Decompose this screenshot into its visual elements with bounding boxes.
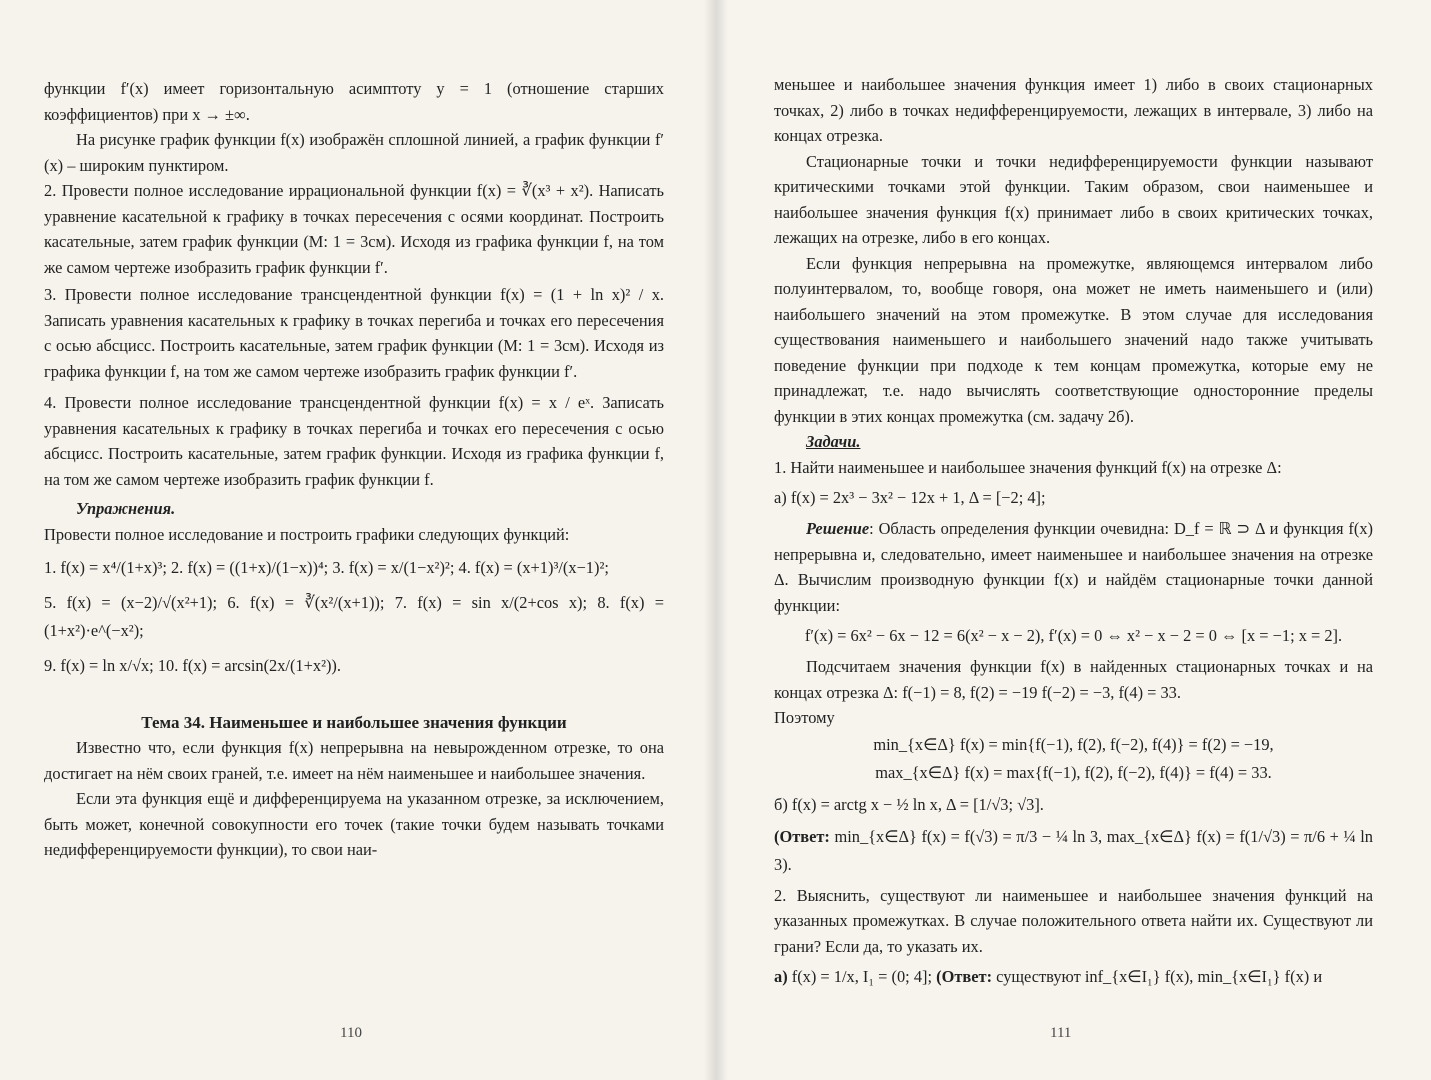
book-gutter <box>704 0 728 1080</box>
exercise-line-2: 5. f(x) = (x−2)/√(x²+1); 6. f(x) = ∛(x²/(x+1)); 7. f(x) = sin x/(2+cos x); 8. f(x) = (1+x²)·e^(−x²); <box>44 593 664 640</box>
max-equation: max_{x∈Δ} f(x) = max{f(−1), f(2), f(−2), f(4)} = f(4) = 33. <box>875 762 1272 782</box>
exercises-title: Упражнения. <box>76 499 176 518</box>
compute-values: Подсчитаем значения функции f(x) в найденных стационарных точках и на концах отрезка Δ: f(−1) = 8, f(2) = −19 f(−2) = −3, f(4) = 33. <box>774 657 1373 702</box>
right-paragraph-2: Стационарные точки и точки недифференцируемости функции называют критическими точками этой функции. Таким образом, свои наименьшее и наибольшее значения функция f(x) принимает либо в своих критических точках, лежащих на отрезке, либо в его концах. <box>774 151 1373 247</box>
task-4: 4. Провести полное исследование трансцендентной функции f(x) = x / eˣ. Записать уравнения касательных к графику в точках перегиба и точках его пересечения с осью абсцисс. Построить касательные, затем график функции. Исходя из графика функции f, на том же самом чертеже изобразить график функции f. <box>44 393 664 489</box>
topic-paragraph-1: Известно что, если функция f(x) непрерывна на невырожденном отрезке, то она достигает на нём своих граней, т.е. имеет на нём наименьшее и наибольшее значения. <box>44 738 664 783</box>
exercise-line-1: 1. f(x) = x⁴/(1+x)³; 2. f(x) = ((1+x)/(1−x))⁴; 3. f(x) = x/(1−x²)²; 4. f(x) = (x+1)³/(x−1)²; <box>44 558 609 577</box>
solution-label: Решение <box>806 519 870 538</box>
min-equation: min_{x∈Δ} f(x) = min{f(−1), f(2), f(−2), f(4)} = f(2) = −19, <box>873 734 1274 754</box>
task-1: 1. Найти наименьшее и наибольшее значения функций f(x) на отрезке Δ: <box>774 457 1282 477</box>
task-1b: б) f(x) = arctg x − ½ ln x, Δ = [1/√3; √3]. <box>774 794 1044 814</box>
task-2-right: 2. Выяснить, существуют ли наименьшее и наибольшее значения функций на указанных промежутках. В случае положительного ответа найти их. Существуют ли грани? Если да, то указать их. <box>774 885 1373 956</box>
task-2: 2. Провести полное исследование иррациональной функции f(x) = ∛(x³ + x²). Написать уравнение касательной к графику в точках пересечения с осями координат. Построить касательные, затем график функции (M: 1 = 3см). Исходя из графика функции f, на том же самом чертеже изобразить график функции f′. <box>44 181 664 277</box>
exercise-list <box>44 554 664 680</box>
exercise-line-3: 9. f(x) = ln x/√x; 10. f(x) = arcsin(2x/(1+x²)). <box>44 656 341 675</box>
solution-text: : Область определения функции очевидна: D_f = ℝ ⊃ Δ и функция f(x) непрерывна и, следовательно, имеет наименьшее и наибольшее значения на отрезке Δ. Вычислим производную функции f(x) и найдём стационарные точки данной функции: <box>774 519 1373 615</box>
answer-2a-text: существуют inf_{x∈I₁} f(x), min_{x∈I₁} f(x) и <box>996 967 1323 986</box>
task-1a: а) f(x) = 2x³ − 3x² − 12x + 1, Δ = [−2; 4]; <box>774 488 1046 507</box>
answer-1b-text: min_{x∈Δ} f(x) = f(√3) = π/3 − ¼ ln 3, max_{x∈Δ} f(x) = f(1/√3) = π/6 + ¼ ln 3). <box>774 826 1373 874</box>
topic-paragraph-2: Если эта функция ещё и дифференцируема на указанном отрезке, за исключением, быть может, конечной совокупности его точек (такие точки будем называть точками недифференцируемости функции), то свои наи- <box>44 789 664 859</box>
right-paragraph-3: Если функция непрерывна на промежутке, являющемся интервалом либо полуинтервалом, то, вообще говоря, она может не иметь наименьшего и (или) наибольшего значений на этом промежутке. В этом случае для исследования существования наименьшего и наибольшего значений надо также учитывать поведение функции при подходе к тем концам промежутка, которые ему не принадлежат, т.е. надо вычислять соответствующие односторонние пределы функции в этих концах промежутка (см. задачу 2б). <box>774 253 1373 426</box>
left-paragraph-1: функции f′(x) имеет горизонтальную асимптоту y = 1 (отношение старших коэффициентов) при x → ±∞. <box>44 79 664 124</box>
answer-1b-label: (Ответ: <box>774 826 830 846</box>
task-2a-label: а) <box>774 967 788 986</box>
tasks-title: Задачи. <box>806 432 861 451</box>
task-3: 3. Провести полное исследование трансцендентной функции f(x) = (1 + ln x)² / x. Записать уравнения касательных к графику в точках перегиба и точках его пересечения с осью абсцисс. Построить касательные, затем график функции (M: 1 = 3см). Исходя из графика функции f, на том же самом чертеже изобразить график функции f′. <box>44 285 664 381</box>
answer-1b <box>774 823 1373 879</box>
exercises-intro: Провести полное исследование и построить графики следующих функций: <box>44 524 570 544</box>
right-paragraph-1: меньшее и наибольшее значения функция имеет 1) либо в своих стационарных точках, 2) либо в точках недифференцируемости, лежащих в интервале, 3) либо на концах отрезка. <box>774 75 1373 145</box>
task-2a <box>774 963 1373 991</box>
derivative-equation: f′(x) = 6x² − 6x − 12 = 6(x² − x − 2), f′(x) = 0 ⇔ x² − x − 2 = 0 ⇔ [x = −1; x = 2]. <box>804 626 1343 645</box>
right-page <box>716 0 1431 1080</box>
answer-2a-label: (Ответ: <box>936 967 993 986</box>
task-2a-text: f(x) = 1/x, I₁ = (0; 4]; <box>791 967 933 986</box>
therefore: Поэтому <box>774 708 835 727</box>
solution <box>774 516 1373 618</box>
left-paragraph-2: На рисунке график функции f(x) изображён сплошной линией, а график функции f′(x) – широким пунктиром. <box>44 130 664 175</box>
page-number-left: 110 <box>340 1025 362 1041</box>
topic-title: Тема 34. Наименьшее и наибольшее значения функции <box>141 713 567 732</box>
page-number-right: 111 <box>1050 1025 1072 1041</box>
